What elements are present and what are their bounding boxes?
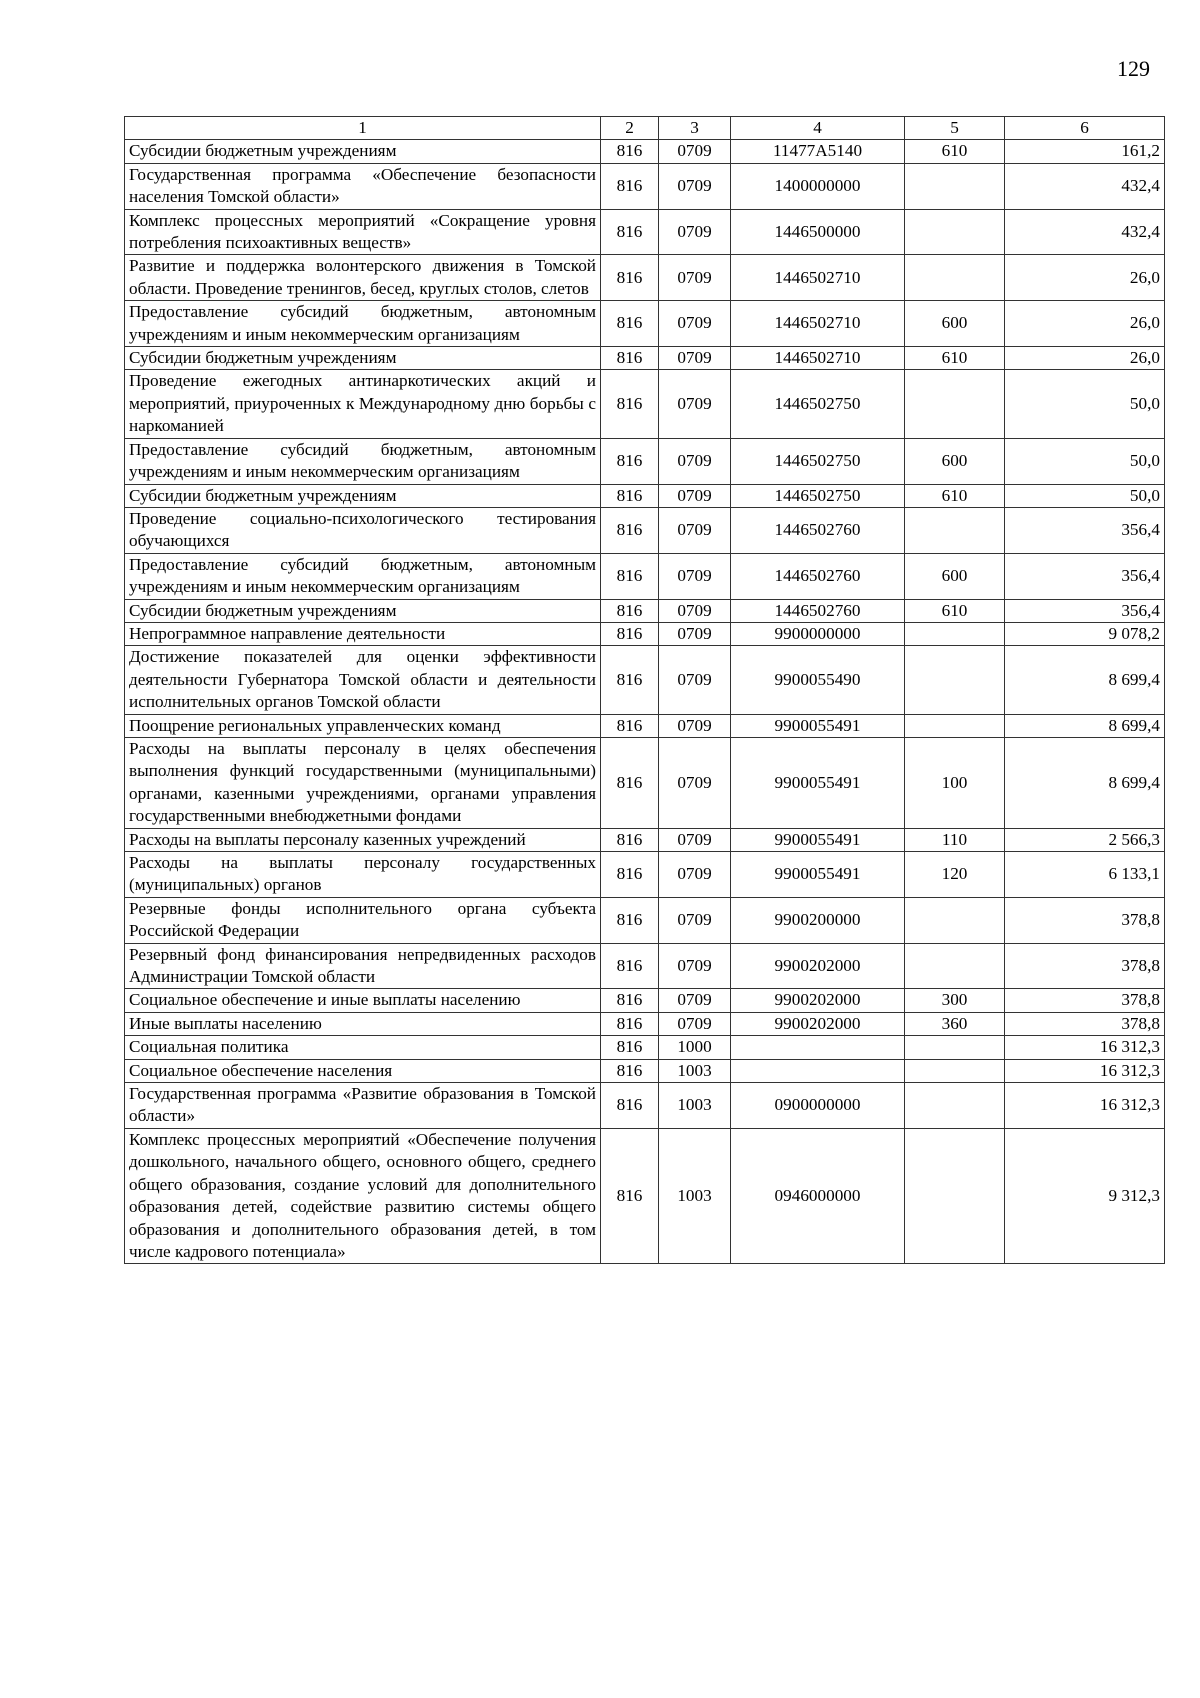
table-row	[125, 507, 1165, 553]
table-row	[125, 1128, 1165, 1263]
row-code-2: 816	[601, 897, 659, 943]
row-amount: 8 699,4	[1005, 714, 1165, 737]
row-code-2: 816	[601, 255, 659, 301]
row-code-3: 0709	[659, 553, 731, 599]
row-amount: 432,4	[1005, 209, 1165, 255]
table-row	[125, 301, 1165, 347]
table-row	[125, 622, 1165, 645]
row-name: Социальное обеспечение и иные выплаты населению	[125, 989, 601, 1012]
row-code-2: 816	[601, 140, 659, 163]
row-code-4: 9900055491	[731, 852, 905, 898]
row-code-2: 816	[601, 737, 659, 828]
table-row	[125, 347, 1165, 370]
row-code-3: 0709	[659, 852, 731, 898]
row-amount: 26,0	[1005, 347, 1165, 370]
row-name: Расходы на выплаты персоналу казенных учреждений	[125, 828, 601, 851]
row-code-5	[905, 622, 1005, 645]
row-code-3: 0709	[659, 989, 731, 1012]
table-row	[125, 209, 1165, 255]
row-code-5	[905, 209, 1005, 255]
column-header-2: 2	[601, 117, 659, 140]
row-name: Субсидии бюджетным учреждениям	[125, 347, 601, 370]
row-code-2: 816	[601, 507, 659, 553]
row-name: Иные выплаты населению	[125, 1012, 601, 1035]
table-row	[125, 852, 1165, 898]
row-name: Комплекс процессных мероприятий «Сокращение уровня потребления психоактивных веществ»	[125, 209, 601, 255]
row-code-5: 610	[905, 599, 1005, 622]
row-code-2: 816	[601, 943, 659, 989]
row-code-5	[905, 1059, 1005, 1082]
row-code-3: 0709	[659, 622, 731, 645]
table-row	[125, 599, 1165, 622]
row-name: Развитие и поддержка волонтерского движения в Томской области. Проведение тренингов, бесед, круглых столов, слетов	[125, 255, 601, 301]
row-code-4: 9900055490	[731, 646, 905, 714]
row-code-3: 0709	[659, 507, 731, 553]
row-code-3: 0709	[659, 599, 731, 622]
row-code-4: 1446502760	[731, 553, 905, 599]
row-name: Комплекс процессных мероприятий «Обеспечение получения дошкольного, начального общего, основного общего, среднего общего образования, создание условий для дополнительного образования детей, содействие развитию системы общего образования и дополнительного образования детей, в том числе кадрового потенциала»	[125, 1128, 601, 1263]
row-code-3: 0709	[659, 301, 731, 347]
row-code-5	[905, 1128, 1005, 1263]
table-row	[125, 1059, 1165, 1082]
row-amount: 378,8	[1005, 989, 1165, 1012]
row-name: Предоставление субсидий бюджетным, автономным учреждениям и иным некоммерческим организациям	[125, 553, 601, 599]
row-name: Государственная программа «Обеспечение безопасности населения Томской области»	[125, 163, 601, 209]
table-row	[125, 646, 1165, 714]
row-code-3: 1003	[659, 1059, 731, 1082]
row-code-5	[905, 714, 1005, 737]
row-code-5: 610	[905, 484, 1005, 507]
column-header-5: 5	[905, 117, 1005, 140]
row-code-5	[905, 1036, 1005, 1059]
row-amount: 16 312,3	[1005, 1059, 1165, 1082]
row-code-4: 1446502710	[731, 347, 905, 370]
row-code-4: 11477A5140	[731, 140, 905, 163]
row-code-2: 816	[601, 622, 659, 645]
row-code-2: 816	[601, 828, 659, 851]
row-code-3: 0709	[659, 646, 731, 714]
row-name: Проведение ежегодных антинаркотических акций и мероприятий, приуроченных к Международному дню борьбы с наркоманией	[125, 370, 601, 438]
row-code-4: 1446502710	[731, 301, 905, 347]
row-code-5: 360	[905, 1012, 1005, 1035]
row-amount: 161,2	[1005, 140, 1165, 163]
row-code-4: 9900200000	[731, 897, 905, 943]
row-code-2: 816	[601, 1036, 659, 1059]
row-amount: 356,4	[1005, 507, 1165, 553]
row-code-5: 600	[905, 301, 1005, 347]
row-code-4: 9900202000	[731, 1012, 905, 1035]
row-name: Расходы на выплаты персоналу государственных (муниципальных) органов	[125, 852, 601, 898]
row-code-5	[905, 255, 1005, 301]
row-amount: 26,0	[1005, 301, 1165, 347]
row-code-4: 9900055491	[731, 737, 905, 828]
row-amount: 356,4	[1005, 553, 1165, 599]
row-code-4: 0900000000	[731, 1083, 905, 1129]
row-name: Предоставление субсидий бюджетным, автономным учреждениям и иным некоммерческим организациям	[125, 301, 601, 347]
row-code-4: 1446500000	[731, 209, 905, 255]
row-code-2: 816	[601, 438, 659, 484]
row-code-5	[905, 163, 1005, 209]
row-amount: 16 312,3	[1005, 1083, 1165, 1129]
row-code-3: 0709	[659, 438, 731, 484]
row-code-4: 1446502750	[731, 370, 905, 438]
row-code-4: 0946000000	[731, 1128, 905, 1263]
row-amount: 50,0	[1005, 438, 1165, 484]
row-name: Непрограммное направление деятельности	[125, 622, 601, 645]
row-amount: 378,8	[1005, 897, 1165, 943]
table-row	[125, 1083, 1165, 1129]
table-row	[125, 370, 1165, 438]
row-code-4: 1446502710	[731, 255, 905, 301]
row-amount: 378,8	[1005, 1012, 1165, 1035]
row-code-2: 816	[601, 163, 659, 209]
row-name: Резервный фонд финансирования непредвиденных расходов Администрации Томской области	[125, 943, 601, 989]
row-amount: 9 078,2	[1005, 622, 1165, 645]
row-code-3: 0709	[659, 163, 731, 209]
row-code-3: 0709	[659, 737, 731, 828]
table-row	[125, 897, 1165, 943]
row-code-4	[731, 1036, 905, 1059]
row-amount: 16 312,3	[1005, 1036, 1165, 1059]
row-code-2: 816	[601, 646, 659, 714]
row-code-2: 816	[601, 599, 659, 622]
row-code-2: 816	[601, 989, 659, 1012]
table-row	[125, 714, 1165, 737]
row-amount: 50,0	[1005, 484, 1165, 507]
row-code-4: 9900000000	[731, 622, 905, 645]
row-code-4: 9900055491	[731, 828, 905, 851]
row-amount: 432,4	[1005, 163, 1165, 209]
row-name: Расходы на выплаты персоналу в целях обеспечения выполнения функций государственными (муниципальными) органами, казенными учреждениями, органами управления государственными внебюджетными фондами	[125, 737, 601, 828]
row-amount: 2 566,3	[1005, 828, 1165, 851]
row-code-3: 0709	[659, 714, 731, 737]
table-row	[125, 140, 1165, 163]
table-row	[125, 255, 1165, 301]
column-header-1: 1	[125, 117, 601, 140]
row-amount: 378,8	[1005, 943, 1165, 989]
row-code-2: 816	[601, 852, 659, 898]
row-code-2: 816	[601, 1128, 659, 1263]
row-name: Достижение показателей для оценки эффективности деятельности Губернатора Томской области и деятельности исполнительных органов Томской области	[125, 646, 601, 714]
table-row	[125, 1036, 1165, 1059]
row-code-3: 0709	[659, 484, 731, 507]
row-code-5: 610	[905, 347, 1005, 370]
row-code-5	[905, 646, 1005, 714]
row-code-3: 0709	[659, 943, 731, 989]
row-code-5	[905, 897, 1005, 943]
row-code-3: 0709	[659, 897, 731, 943]
column-header-4: 4	[731, 117, 905, 140]
table-row	[125, 1012, 1165, 1035]
table-row	[125, 828, 1165, 851]
row-amount: 356,4	[1005, 599, 1165, 622]
row-code-2: 816	[601, 370, 659, 438]
row-name: Предоставление субсидий бюджетным, автономным учреждениям и иным некоммерческим организациям	[125, 438, 601, 484]
row-code-5	[905, 943, 1005, 989]
row-code-4: 9900202000	[731, 943, 905, 989]
row-code-4: 9900055491	[731, 714, 905, 737]
row-code-3: 0709	[659, 828, 731, 851]
row-code-5	[905, 507, 1005, 553]
table-body	[125, 140, 1165, 1264]
row-code-2: 816	[601, 1083, 659, 1129]
row-amount: 9 312,3	[1005, 1128, 1165, 1263]
row-code-5: 120	[905, 852, 1005, 898]
table-row	[125, 989, 1165, 1012]
row-code-3: 0709	[659, 255, 731, 301]
table-row	[125, 553, 1165, 599]
row-code-2: 816	[601, 553, 659, 599]
row-code-3: 0709	[659, 347, 731, 370]
row-name: Поощрение региональных управленческих команд	[125, 714, 601, 737]
row-code-5: 610	[905, 140, 1005, 163]
row-code-2: 816	[601, 484, 659, 507]
table-row	[125, 737, 1165, 828]
row-code-4: 9900202000	[731, 989, 905, 1012]
row-code-2: 816	[601, 1012, 659, 1035]
row-code-2: 816	[601, 301, 659, 347]
page-number: 129	[1117, 56, 1150, 81]
row-code-3: 0709	[659, 1012, 731, 1035]
row-code-2: 816	[601, 1059, 659, 1082]
row-name: Социальное обеспечение населения	[125, 1059, 601, 1082]
row-amount: 50,0	[1005, 370, 1165, 438]
row-code-4: 1446502750	[731, 438, 905, 484]
row-code-5: 110	[905, 828, 1005, 851]
row-code-2: 816	[601, 714, 659, 737]
table-row	[125, 438, 1165, 484]
row-amount: 8 699,4	[1005, 646, 1165, 714]
row-code-5: 600	[905, 553, 1005, 599]
row-name: Государственная программа «Развитие образования в Томской области»	[125, 1083, 601, 1129]
row-code-2: 816	[601, 347, 659, 370]
row-name: Субсидии бюджетным учреждениям	[125, 484, 601, 507]
table-row	[125, 943, 1165, 989]
row-name: Субсидии бюджетным учреждениям	[125, 140, 601, 163]
table-row	[125, 484, 1165, 507]
row-code-5: 100	[905, 737, 1005, 828]
row-code-4: 1446502760	[731, 599, 905, 622]
row-amount: 26,0	[1005, 255, 1165, 301]
row-code-5: 600	[905, 438, 1005, 484]
row-code-5	[905, 370, 1005, 438]
row-name: Резервные фонды исполнительного органа субъекта Российской Федерации	[125, 897, 601, 943]
row-amount: 6 133,1	[1005, 852, 1165, 898]
column-header-6: 6	[1005, 117, 1165, 140]
row-code-3: 0709	[659, 370, 731, 438]
row-name: Социальная политика	[125, 1036, 601, 1059]
row-name: Субсидии бюджетным учреждениям	[125, 599, 601, 622]
row-code-5: 300	[905, 989, 1005, 1012]
table-row	[125, 163, 1165, 209]
row-code-3: 1003	[659, 1083, 731, 1129]
column-header-3: 3	[659, 117, 731, 140]
table-header-row	[125, 117, 1165, 140]
row-code-4	[731, 1059, 905, 1082]
row-name: Проведение социально-психологического тестирования обучающихся	[125, 507, 601, 553]
row-code-3: 0709	[659, 140, 731, 163]
row-code-3: 0709	[659, 209, 731, 255]
row-code-4: 1446502760	[731, 507, 905, 553]
row-amount: 8 699,4	[1005, 737, 1165, 828]
row-code-4: 1446502750	[731, 484, 905, 507]
row-code-2: 816	[601, 209, 659, 255]
row-code-3: 1003	[659, 1128, 731, 1263]
row-code-3: 1000	[659, 1036, 731, 1059]
row-code-4: 1400000000	[731, 163, 905, 209]
row-code-5	[905, 1083, 1005, 1129]
budget-table	[124, 116, 1165, 1264]
